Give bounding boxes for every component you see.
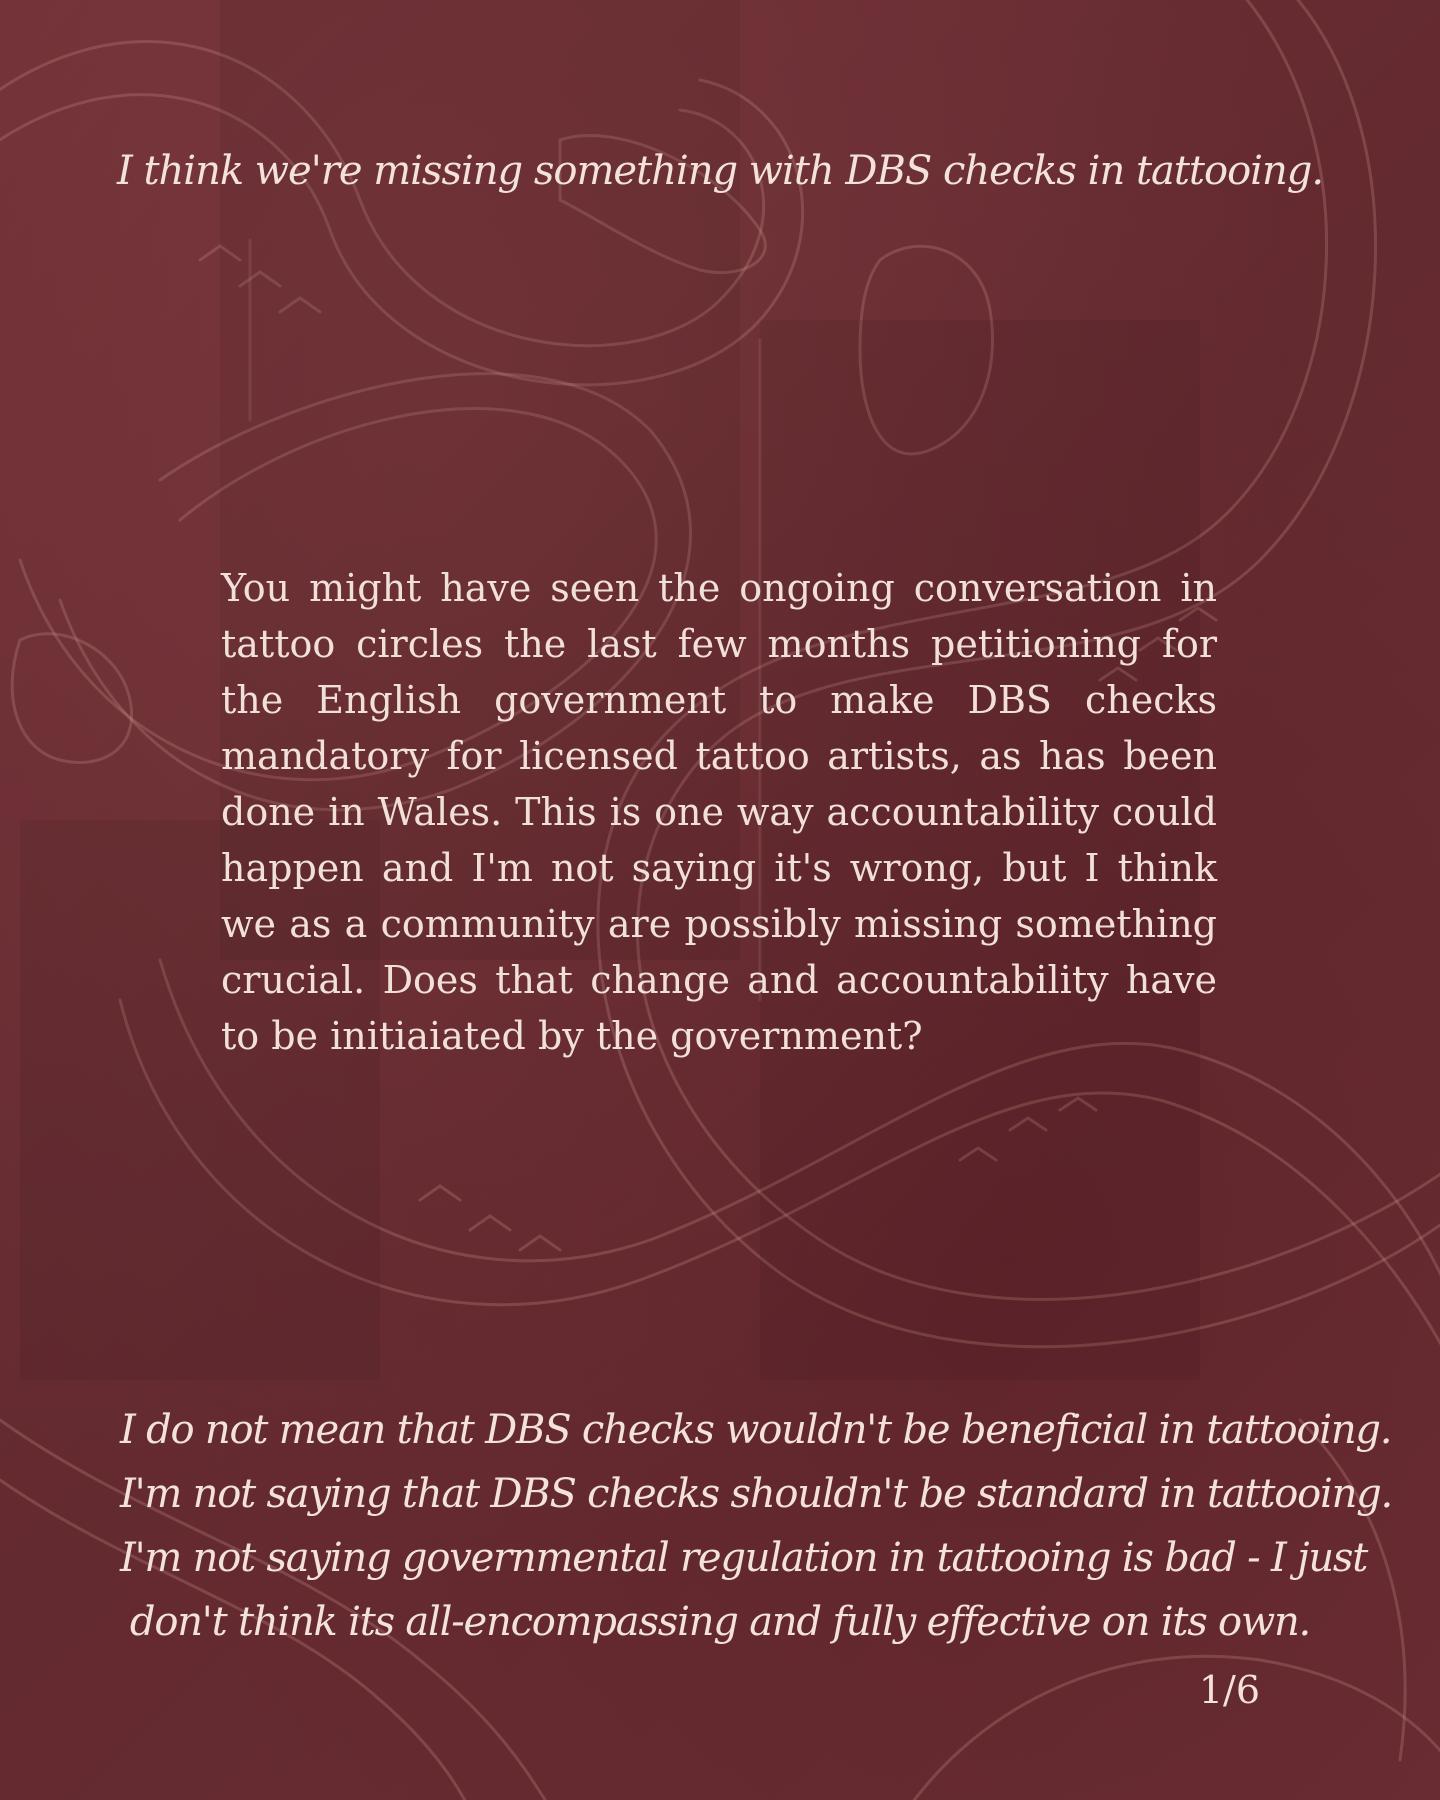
disclaimer-line: I'm not saying that DBS checks shouldn't be standard in tattooing.	[120, 1471, 1393, 1517]
page-title: I think we're missing something with DBS checks in tattooing.	[116, 148, 1324, 194]
disclaimer-block	[120, 1398, 1393, 1654]
disclaimer-line: I do not mean that DBS checks wouldn't be beneficial in tattooing.	[120, 1407, 1392, 1453]
disclaimer-line: I'm not saying governmental regulation in tattooing is bad - I just	[120, 1535, 1368, 1581]
page-number: 1/6	[1198, 1668, 1260, 1712]
disclaimer-line: don't think its all-encompassing and fully effective on its own.	[129, 1599, 1311, 1645]
body-paragraph: You might have seen the ongoing conversation in tattoo circles the last few months petitioning for the English government to make DBS checks mandatory for licensed tattoo artists, as has been done in Wales. This is one way accountability could happen and I'm not saying it's wrong, but I think we as a community are possibly missing something crucial. Does that change and accountability have to be initiaiated by the government?	[221, 566, 1217, 1058]
